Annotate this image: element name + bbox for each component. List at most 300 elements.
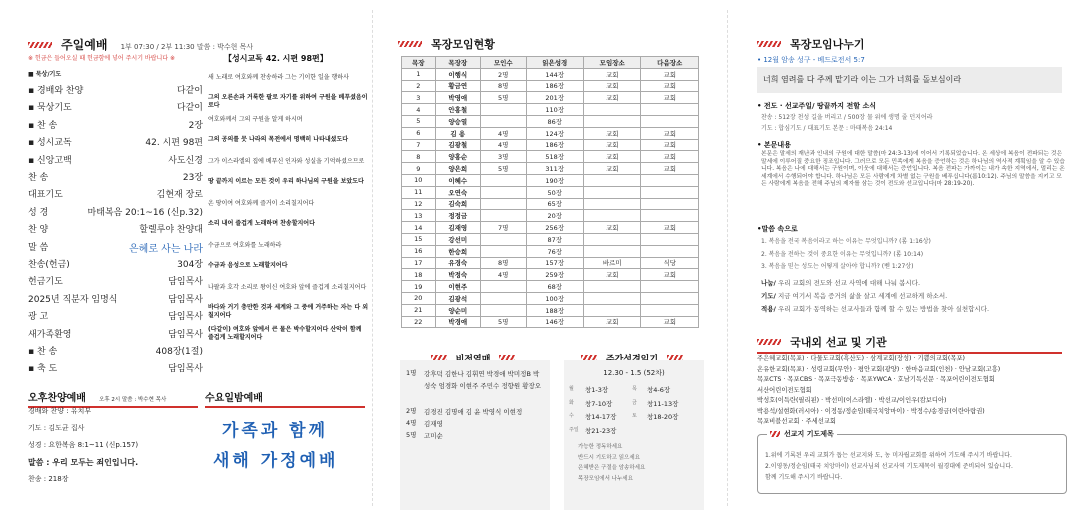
table-cell: 86장	[526, 115, 583, 127]
afternoon-item: 성경 : 요한복음 8:1~11 (신p.157)	[28, 441, 139, 449]
order-item-value: 담임목사	[168, 329, 203, 340]
order-item-value: 담임목사	[168, 277, 203, 288]
table-cell	[641, 304, 699, 316]
table-cell	[584, 186, 641, 198]
share-value: 지금 여기서 복음 증거의 삶을 살고 세계에 선교하게 하소서.	[777, 292, 948, 300]
weekly-note: 반드시 기도하고 읽으세요	[578, 454, 640, 461]
day-label: 금	[632, 399, 637, 406]
sec1-line: 찬송 : 512장 천성 길을 버리고 / 500장 물 위에 생명 줄 던지어라	[761, 114, 933, 121]
table-cell: 5명	[481, 163, 527, 175]
table-cell: 146장	[526, 316, 583, 328]
table-row	[402, 80, 699, 92]
worship-order-row	[28, 257, 203, 270]
afternoon-item: 경배와 찬양 : 유치부	[28, 407, 92, 415]
table-row	[402, 269, 699, 281]
table-cell: 박영애	[435, 92, 481, 104]
table-cell: 5명	[481, 92, 527, 104]
table-cell	[481, 115, 527, 127]
service-info: 1부 07:30 / 2부 11:30 말씀 : 박수현 목사	[120, 43, 254, 51]
vision-names: 고미순	[424, 432, 443, 440]
table-row	[402, 316, 699, 328]
table-cell: 바르미	[584, 257, 641, 269]
order-item-label: 찬 송	[28, 173, 49, 183]
order-item-value: 담임목사	[168, 294, 203, 305]
responsive-text: 나팔과 호각 소리로 왕이신 여호와 앞에 즐겁게 소리칠지어다	[208, 284, 367, 291]
table-cell: 9	[402, 163, 436, 175]
table-cell: 157장	[526, 257, 583, 269]
table-cell: 144장	[526, 68, 583, 80]
table-cell	[641, 198, 699, 210]
responsive-text: 땅 끝까지 이르는 모든 것이 우리 하나님의 구원을 보았도다	[208, 178, 364, 185]
table-cell: 256장	[526, 222, 583, 234]
table-cell: 5명	[481, 316, 527, 328]
sec1-line: 기도 : 합심기도 / 대표기도 본문 : 마태복음 24:14	[761, 125, 893, 132]
table-cell: 15	[402, 233, 436, 245]
worship-order-row	[28, 361, 203, 374]
table-cell	[641, 104, 699, 116]
table-cell: 7	[402, 139, 436, 151]
worship-order-row	[28, 153, 203, 166]
table-cell: 18	[402, 269, 436, 281]
table-cell: 교회	[641, 92, 699, 104]
prayer-title: 선교지 기도제목	[767, 429, 837, 439]
table-cell: 188장	[526, 304, 583, 316]
sec3-item: 1. 복음을 전국 복음이라고 하는 이유는 무엇입니까? (롬 1:16상)	[761, 238, 931, 245]
table-cell	[641, 292, 699, 304]
mission-line: 목포CTS · 목포CBS · 목포극동방송 · 목포YWCA · 호남기독신문 · 목포어린이전도협회	[757, 376, 995, 383]
table-cell: 양순미	[435, 304, 481, 316]
wednesday-line1: 가족과 함께	[222, 421, 329, 441]
table-cell: 22	[402, 316, 436, 328]
responsive-line	[208, 326, 368, 341]
afternoon-title: 오후찬양예배	[28, 393, 86, 404]
small-group-table	[401, 56, 699, 328]
order-item-label: ▪ 신앙고백	[28, 155, 72, 166]
table-cell: 교회	[641, 163, 699, 175]
responsive-line	[208, 200, 368, 208]
table-cell: 김 용	[435, 127, 481, 139]
table-cell: 양승열	[435, 115, 481, 127]
table-row	[402, 222, 699, 234]
vision-count: 2명	[406, 407, 417, 415]
mission-header	[757, 331, 1062, 354]
order-item-value: 42. 시편 98편	[145, 138, 203, 149]
share-item	[761, 304, 989, 313]
table-cell: 190장	[526, 174, 583, 186]
day-label: 주일	[569, 426, 579, 433]
vision-names: 김재영	[424, 420, 443, 428]
table-cell: 김재영	[435, 222, 481, 234]
table-cell	[641, 186, 699, 198]
worship-order-row	[28, 170, 203, 183]
table-cell	[584, 198, 641, 210]
afternoon-item: 기도 : 김도균 집사	[28, 424, 85, 432]
order-item-label: ▪ 경배와 찬양	[28, 86, 84, 96]
reading-a: 창1-3장	[585, 386, 609, 394]
order-item-label: 대표기도	[28, 190, 63, 201]
table-cell: 1	[402, 68, 436, 80]
order-item-value: 사도신경	[168, 155, 203, 166]
stripe-decoration	[770, 431, 780, 437]
table-cell	[584, 292, 641, 304]
worship-order-row	[28, 118, 203, 131]
table-cell: 교회	[584, 92, 641, 104]
table-row	[402, 233, 699, 245]
sec2-title: • 본문내용	[757, 141, 791, 149]
weekly-note: 가능한 정독하세요	[578, 444, 623, 450]
table-header: 읽은성경	[526, 57, 583, 69]
silent-prayer-label: ■ 묵상/기도	[28, 71, 62, 78]
stripe-decoration	[398, 41, 422, 47]
responsive-line	[208, 116, 368, 124]
reading-a: 창7-10장	[585, 399, 613, 408]
table-cell: 이행식	[435, 68, 481, 80]
share-item	[761, 278, 920, 287]
table-row	[402, 281, 699, 293]
mission-line: 서산어린이전도협회	[757, 386, 812, 394]
sec1-title: • 전도 · 선교주일/ 땅끝까지 전할 소식	[757, 102, 876, 110]
table-cell	[641, 281, 699, 293]
table-cell: 정정금	[435, 210, 481, 222]
memory-verse-box	[757, 67, 1062, 93]
table-cell: 식당	[641, 257, 699, 269]
day-label: 토	[632, 413, 637, 419]
responsive-line	[208, 220, 368, 228]
responsive-line	[208, 94, 368, 109]
table-cell	[641, 245, 699, 257]
vision-count: 1명	[406, 369, 417, 377]
table-cell: 6	[402, 127, 436, 139]
table-cell	[481, 281, 527, 293]
table-row	[402, 245, 699, 257]
order-item-label: 광 고	[28, 312, 49, 323]
table-row	[402, 174, 699, 186]
table-header: 모임장소	[584, 57, 641, 69]
responsive-line	[208, 284, 368, 292]
weekly-note: 은혜받은 구절을 암송하세요	[578, 465, 646, 471]
worship-order-row	[28, 100, 203, 113]
table-cell	[584, 115, 641, 127]
responsive-text: 새 노래로 여호와께 찬송하라 그는 기이한 일을 행하사	[208, 74, 349, 81]
order-item-label: ▪ 성시교독	[28, 138, 72, 149]
mission-title: 국내외 선교 및 기관	[790, 336, 887, 349]
table-cell: 교회	[641, 269, 699, 281]
table-cell: 186장	[526, 80, 583, 92]
table-cell: 2	[402, 80, 436, 92]
reading-b: 창18-20장	[647, 413, 679, 421]
order-item-label: 헌금기도	[28, 277, 63, 288]
table-row	[402, 104, 699, 116]
worship-order-row	[28, 205, 203, 218]
table-cell: 교회	[584, 151, 641, 163]
table-cell: 21	[402, 304, 436, 316]
worship-order-row	[28, 135, 203, 148]
worship-order-row	[28, 344, 203, 357]
worship-order-row	[28, 83, 203, 96]
vision-names: 김경진 김명애 김 윤 박영식 이현정	[424, 408, 523, 416]
order-item-value: 2장	[188, 120, 203, 131]
table-cell	[481, 245, 527, 257]
table-header: 모인수	[481, 57, 527, 69]
order-item-value: 할렐루야 찬양대	[139, 225, 203, 236]
table-cell: 65장	[526, 198, 583, 210]
mission-line: 목포비블선교회 · 주세선교회	[757, 418, 836, 425]
order-item-label: 새가족환영	[28, 329, 72, 340]
sec2-body: 본문은 말세의 재난과 인내의 구원에 대한 말씀(마 24:3-13)에 이어서 기록되었습니다. 온 세상에 복음이 전파되는 것은 말세에 이루어질 중요한 징조입니다. 그러므로 모든 민족에게 복음을 증언하는 것은 하나님의 역사적 계획임을 알 수 있습니다. 복음은 나에 대해서는 구원이며, 이웃에 대해서는 증언입니다. 복음 전파는 가까이는 내가 속한 지역에서, 멀리는 온 세계에서 수행되어야 합니다. 하나님은 모든 사람에게 차별 없는 구원을 베푸십니다(롬10:12). 주님의 말씀을 지키고 모든 사람에게 복음을 전해 주님의 제자를 삼는 것이 전도와 선교입니다(마 28:19-20).	[761, 151, 1065, 188]
table-header: 목장장	[435, 57, 481, 69]
share-key: 기도/	[761, 292, 776, 300]
table-cell: 교회	[584, 222, 641, 234]
table-cell: 311장	[526, 163, 583, 175]
table-cell: 13	[402, 210, 436, 222]
table-cell: 20	[402, 292, 436, 304]
table-cell: 교회	[641, 139, 699, 151]
table-cell: 8	[402, 151, 436, 163]
day-label: 월	[569, 386, 574, 392]
table-row	[402, 292, 699, 304]
table-row	[402, 151, 699, 163]
order-item-value: 다같이	[176, 103, 203, 114]
table-cell: 11	[402, 186, 436, 198]
responsive-text: 소리 내어 즐겁게 노래하며 찬송할지어다	[208, 220, 315, 227]
sec3-item: 3. 복음을 믿는 성도는 어떻게 살아야 합니까? (벧 1:27상)	[761, 263, 914, 270]
responsive-text: 바다와 거기 충만한 것과 세계와 그 중에 거주하는 자는 다 외칠지어다	[208, 304, 368, 319]
table-cell: 2명	[481, 68, 527, 80]
table-row	[402, 92, 699, 104]
responsive-text: 여호와께서 그의 구원을 알게 하시며	[208, 116, 303, 123]
table-cell: 518장	[526, 151, 583, 163]
order-item-value: 담임목사	[168, 312, 203, 323]
table-cell: 14	[402, 222, 436, 234]
reading-b: 창11-13장	[647, 399, 679, 408]
responsive-text: 수금으로 여호와를 노래하라	[208, 242, 282, 249]
table-cell	[584, 304, 641, 316]
table-cell	[481, 198, 527, 210]
mission-line: 박성호(이득란(필리핀) · 박선미(이스라엘) · 박선교/이인우(캄보디아)	[757, 397, 947, 404]
table-row	[402, 186, 699, 198]
reading-a: 창14-17장	[585, 413, 617, 421]
table-cell	[481, 304, 527, 316]
table-row	[402, 139, 699, 151]
order-item-value: 408장(1절)	[155, 347, 203, 357]
table-cell: 12	[402, 198, 436, 210]
vision-count: 5명	[406, 431, 417, 439]
share-key: 나눔/	[761, 279, 776, 287]
order-item-label: ▪ 묵상기도	[28, 103, 72, 114]
afternoon-item: 찬송 : 218장	[28, 475, 69, 483]
sharing-title: 목장모임나누기	[790, 38, 865, 51]
table-row	[402, 257, 699, 269]
table-row	[402, 127, 699, 139]
table-cell: 5	[402, 115, 436, 127]
table-cell: 10	[402, 174, 436, 186]
responsive-text: 그의 공의를 뭇 나라의 목전에서 명백히 나타내셨도다	[208, 136, 349, 143]
table-row	[402, 210, 699, 222]
prayer-line: 1.위에 기록된 우리 교회가 돕는 선교지와 도, 농 미자립교회를 위하여 기도해 주시기 바랍니다.	[765, 452, 1012, 459]
responsive-line	[208, 136, 368, 144]
sharing-header	[757, 33, 864, 52]
table-cell: 68장	[526, 281, 583, 293]
table-cell	[584, 233, 641, 245]
table-cell	[481, 104, 527, 116]
table-cell	[584, 210, 641, 222]
responsive-line	[208, 158, 368, 166]
table-cell: 교회	[584, 127, 641, 139]
table-cell: 황금연	[435, 80, 481, 92]
table-cell: 이현주	[435, 281, 481, 293]
table-cell: 김광석	[435, 292, 481, 304]
table-cell: 박경애	[435, 316, 481, 328]
responsive-line	[208, 304, 368, 319]
table-cell: 19	[402, 281, 436, 293]
wednesday-header	[205, 386, 365, 408]
table-cell: 8명	[481, 80, 527, 92]
table-cell	[481, 186, 527, 198]
responsive-line	[208, 178, 368, 186]
sec3-item: 2. 복음을 전하는 것이 중요한 이유는 무엇입니까? (롬 10:14)	[761, 250, 924, 258]
table-cell	[584, 281, 641, 293]
table-cell: 16	[402, 245, 436, 257]
table-row	[402, 304, 699, 316]
table-cell: 4명	[481, 269, 527, 281]
table-cell: 양홍순	[435, 151, 481, 163]
table-cell: 교회	[641, 151, 699, 163]
table-cell: 교회	[584, 68, 641, 80]
sec3-title: •말씀 속으로	[757, 225, 798, 233]
table-cell: 17	[402, 257, 436, 269]
stripe-decoration	[757, 339, 781, 345]
table-cell: 교회	[584, 163, 641, 175]
table-cell: 유경숙	[435, 257, 481, 269]
responsive-text: 그가 이스라엘의 집에 베푸신 인자와 성실을 기억하셨으므로	[208, 158, 365, 165]
wednesday-line2: 새해 가정예배	[213, 451, 339, 471]
order-item-label: 2025년 직분자 임명식	[28, 294, 118, 305]
table-cell: 20장	[526, 210, 583, 222]
table-cell: 259장	[526, 269, 583, 281]
worship-order-row	[28, 240, 203, 255]
table-cell: 한승희	[435, 245, 481, 257]
responsive-reading-title: 【성시교독 42. 시편 98편】	[224, 54, 328, 63]
order-item-value: 다같이	[176, 86, 203, 96]
responsive-line	[208, 74, 368, 82]
table-cell: 87장	[526, 233, 583, 245]
small-group-header	[398, 33, 495, 52]
table-cell	[584, 174, 641, 186]
worship-order-row	[28, 222, 203, 235]
order-item-value: 은혜로 사는 나라	[129, 243, 203, 255]
share-value: 우리 교회가 동역하는 선교사들과 함께 할 수 있는 방법을 찾아 실천합시다.	[777, 305, 990, 313]
worship-order-row	[28, 292, 203, 305]
middle-column	[372, 0, 727, 516]
left-column	[0, 0, 372, 516]
order-item-label: ▪ 축 도	[28, 364, 58, 375]
order-item-label: 찬송(헌금)	[28, 260, 70, 270]
table-cell: 4명	[481, 127, 527, 139]
weekly-reading-date: 12.30 - 1.5 (52차)	[603, 369, 665, 377]
table-cell	[481, 233, 527, 245]
mission-line: 온유한교회(목포) · 성령교회(무안) · 평안교회(광양) · 한마음교회(인천) · 안남교회(고흥)	[757, 365, 1001, 373]
wednesday-title: 수요일밤예배	[205, 393, 263, 404]
table-cell: 박정숙	[435, 269, 481, 281]
table-cell	[641, 210, 699, 222]
responsive-text: 그의 오른손과 거룩한 팔로 자기를 위하여 구원을 베푸셨음이로다	[208, 94, 368, 109]
share-item	[761, 291, 947, 300]
order-item-label: 성 경	[28, 207, 49, 218]
table-cell: 교회	[641, 68, 699, 80]
offering-notice: ※ 헌금은 들어오실 때 헌금함에 넣어 주시기 바랍니다 ※	[28, 55, 176, 62]
table-cell: 7명	[481, 222, 527, 234]
table-cell: 김광철	[435, 139, 481, 151]
day-label: 수	[569, 413, 574, 419]
vision-count: 4명	[406, 419, 417, 427]
prayer-line: 함께 기도해 주시기 바랍니다.	[765, 474, 843, 481]
table-cell	[584, 104, 641, 116]
table-cell	[584, 245, 641, 257]
table-cell	[481, 210, 527, 222]
worship-order-row	[28, 187, 203, 200]
responsive-text: 수금과 음성으로 노래할지어다	[208, 262, 288, 269]
table-cell: 교회	[584, 316, 641, 328]
order-item-value: 김현재 장로	[156, 190, 203, 201]
mission-line: 박용석/설현화(러시아) · 이정동/정순임(태국치앙마이) · 박정수/송경금(이란아랍권)	[757, 407, 985, 415]
order-item-value: 마태복음 20:1~16 (신p.32)	[87, 207, 203, 218]
table-cell	[481, 292, 527, 304]
order-item-value: 304장	[177, 260, 203, 270]
table-row	[402, 115, 699, 127]
table-cell: 교회	[584, 139, 641, 151]
table-cell: 124장	[526, 127, 583, 139]
small-group-title: 목장모임현황	[431, 38, 495, 51]
order-item-value: 담임목사	[168, 364, 203, 375]
table-cell: 4	[402, 104, 436, 116]
stripe-decoration	[28, 42, 52, 48]
table-cell: 3	[402, 92, 436, 104]
prayer-line: 2.이영동/정순임(태국 치앙마이) 선교사님의 선교사역 기도제목이 월경대에 준비되어 있습니다.	[765, 463, 1013, 470]
worship-order-row	[28, 309, 203, 322]
table-row	[402, 163, 699, 175]
table-cell	[641, 174, 699, 186]
table-cell: 8명	[481, 257, 527, 269]
table-cell	[481, 174, 527, 186]
worship-order-row	[28, 327, 203, 340]
share-key: 적용/	[761, 305, 776, 313]
table-cell: 50장	[526, 186, 583, 198]
table-cell: 교회	[641, 222, 699, 234]
mission-line: 주은혜교회(목포) · 다물도교회(흑산도) · 삼계교회(장성) · 기쁨의교회(목포)	[757, 355, 965, 362]
table-cell: 100장	[526, 292, 583, 304]
table-cell	[641, 233, 699, 245]
table-cell: 안홍철	[435, 104, 481, 116]
table-cell: 110장	[526, 104, 583, 116]
share-value: 우리 교회의 전도와 선교 사역에 대해 나눠 봅시다.	[777, 279, 921, 287]
table-cell: 강선미	[435, 233, 481, 245]
afternoon-item: 말씀 : 우리 모두는 죄인입니다.	[28, 458, 139, 467]
reading-a: 창21-23장	[585, 426, 617, 435]
responsive-line	[208, 262, 368, 270]
page-title: 주일예배	[61, 38, 108, 52]
memory-verse: 너희 염려를 다 주께 맡기라 이는 그가 너희를 돌보심이라	[763, 75, 962, 84]
table-cell: 76장	[526, 245, 583, 257]
table-cell	[641, 115, 699, 127]
table-cell: 이혜수	[435, 174, 481, 186]
responsive-text: (다같이) 여호와 앞에서 큰 물은 박수할지어다 산악이 함께 즐겁게 노래할지어다	[208, 326, 362, 341]
day-label: 목	[632, 386, 637, 392]
order-item-label: ▪ 찬 송	[28, 347, 58, 357]
day-label: 화	[569, 399, 574, 406]
responsive-line	[208, 242, 368, 250]
table-header: 다음장소	[641, 57, 699, 69]
order-item-label: ▪ 찬 송	[28, 120, 58, 131]
